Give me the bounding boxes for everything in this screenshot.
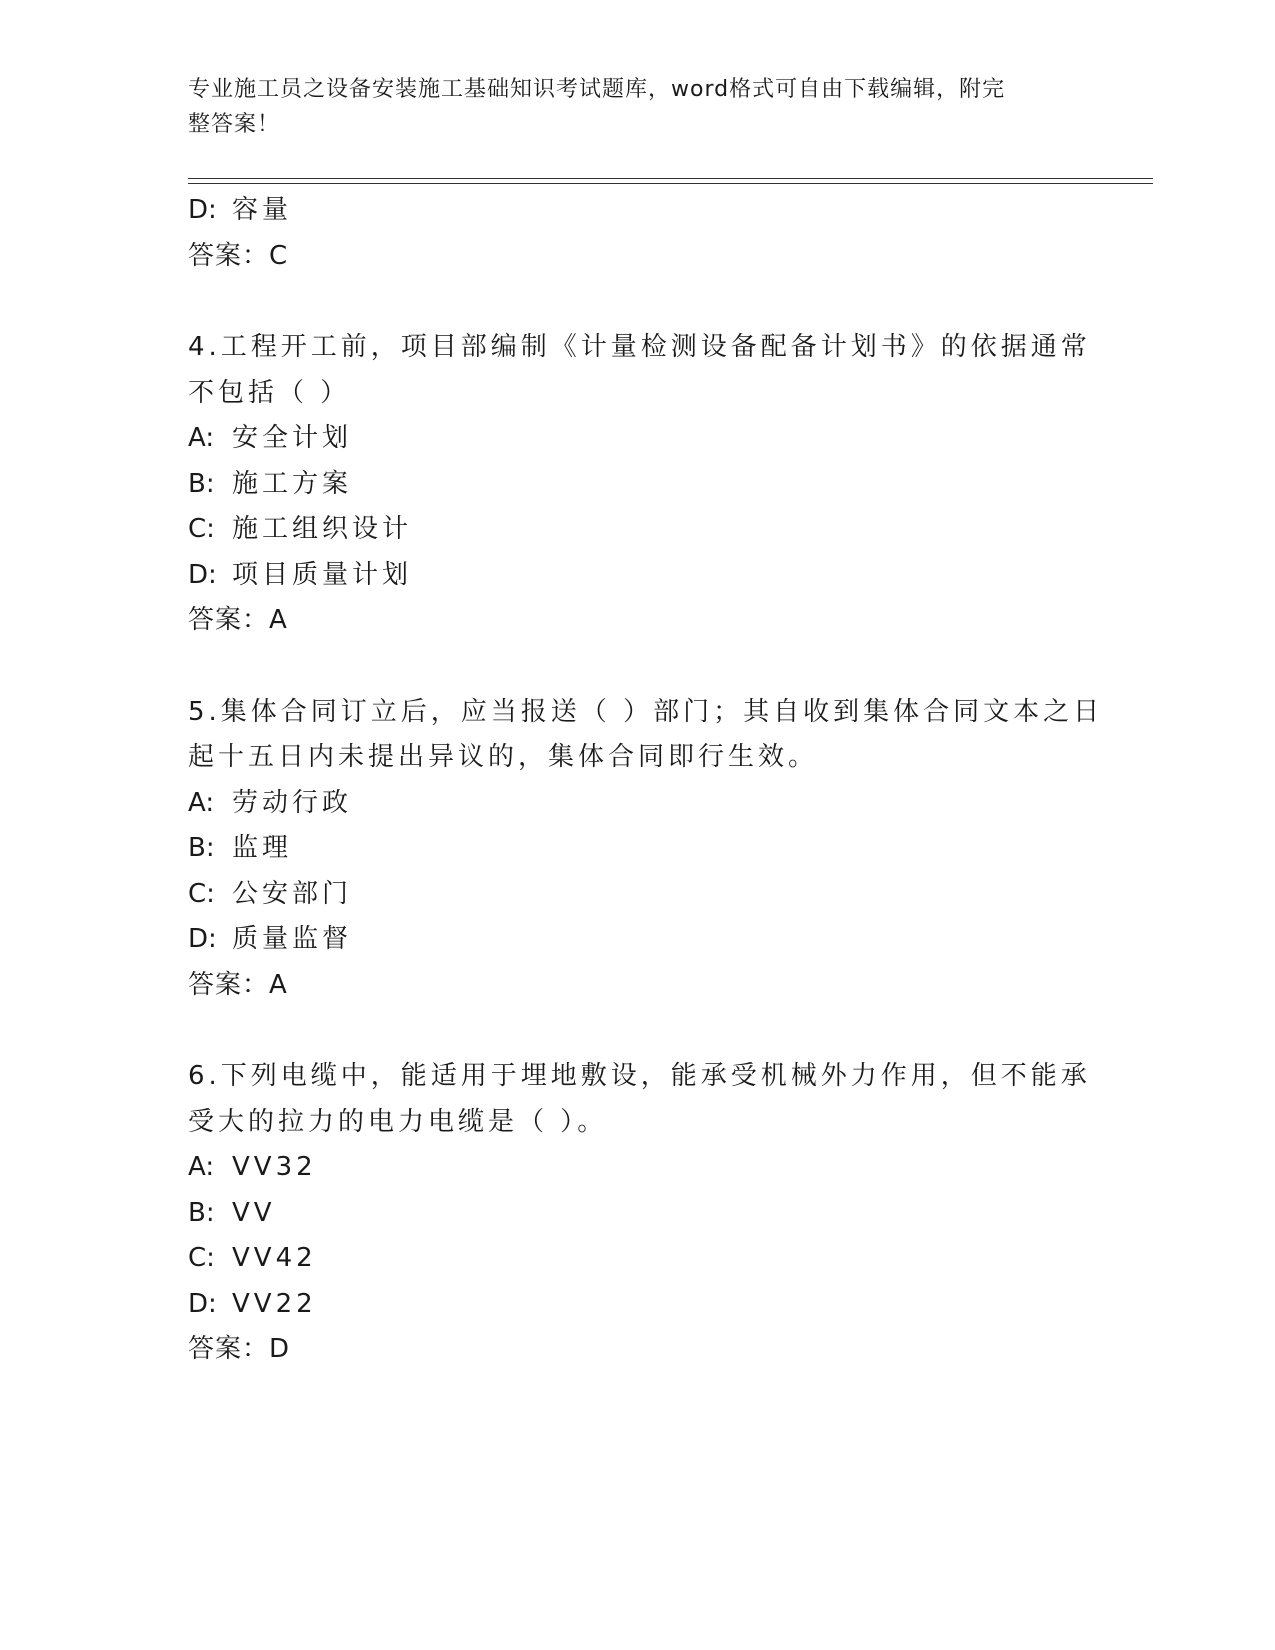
option-text: VV32 — [232, 1152, 317, 1182]
option-b — [188, 462, 1088, 508]
header-divider-top — [188, 178, 1153, 179]
answer-line: 答案：C — [188, 240, 289, 271]
option-key: A: — [188, 423, 215, 453]
option-c — [188, 872, 1088, 918]
option-d — [188, 1282, 1088, 1328]
option-d — [188, 917, 1088, 963]
option-key: B: — [188, 833, 215, 863]
option-key: D: — [188, 195, 217, 225]
option-text: 项目质量计划 — [232, 559, 413, 590]
question-stem-line-2: 受大的拉力的电力电缆是（ ）。 — [188, 1106, 608, 1137]
option-text: VV22 — [232, 1288, 317, 1319]
option-key: B: — [188, 1197, 215, 1228]
option-a — [188, 1145, 1088, 1191]
option-key: D: — [188, 1288, 217, 1319]
option-key: A: — [188, 787, 215, 818]
answer-line: 答案：A — [188, 605, 288, 635]
option-key: D: — [188, 559, 217, 590]
option-d — [188, 188, 1088, 234]
option-key: C: — [188, 514, 215, 544]
option-text: 容量 — [232, 195, 293, 225]
option-key: B: — [188, 468, 215, 499]
question-4 — [188, 325, 1091, 644]
option-text: VV42 — [232, 1243, 317, 1273]
option-text: 质量监督 — [232, 924, 353, 954]
option-key: C: — [188, 878, 215, 909]
question-stem-line-1: 4.工程开工前，项目部编制《计量检测设备配备计划书》的依据通常 — [188, 332, 1091, 362]
header-title-line-2: 整答案！ — [188, 112, 281, 137]
question-5 — [188, 690, 1104, 1009]
answer-line: 答案：D — [188, 1334, 291, 1364]
option-c — [188, 1236, 1088, 1282]
answer-line: 答案：A — [188, 969, 288, 1000]
question-stem-line-1: 6.下列电缆中，能适用于埋地敷设，能承受机械外力作用，但不能承 — [188, 1061, 1091, 1091]
header-title-line-1: 专业施工员之设备安装施工基础知识考试题库，word格式可自由下载编辑，附完 — [188, 77, 1006, 102]
option-a — [188, 416, 1088, 462]
option-key: A: — [188, 1152, 215, 1182]
option-text: 施工方案 — [232, 468, 353, 499]
document-header — [188, 72, 1088, 142]
option-a — [188, 781, 1088, 827]
option-b — [188, 1191, 1088, 1237]
option-text: 施工组织设计 — [232, 514, 413, 544]
question-list — [188, 188, 1104, 1373]
option-text: 劳动行政 — [232, 787, 353, 818]
option-d — [188, 553, 1088, 599]
header-divider-bottom — [188, 183, 1153, 184]
question-stem-line-2: 起十五日内未提出异议的，集体合同即行生效。 — [188, 742, 819, 772]
option-text: 公安部门 — [232, 878, 353, 909]
option-c — [188, 507, 1088, 553]
option-text: VV — [232, 1197, 276, 1228]
option-b — [188, 826, 1088, 872]
question-stem-line-2: 不包括（ ） — [188, 377, 351, 408]
question-6 — [188, 1054, 1091, 1373]
option-key: D: — [188, 924, 217, 954]
option-text: 监理 — [232, 833, 293, 863]
option-key: C: — [188, 1243, 215, 1273]
question-stem-line-1: 5.集体合同订立后，应当报送（ ）部门；其自收到集体合同文本之日 — [188, 696, 1104, 727]
option-text: 安全计划 — [232, 423, 353, 453]
